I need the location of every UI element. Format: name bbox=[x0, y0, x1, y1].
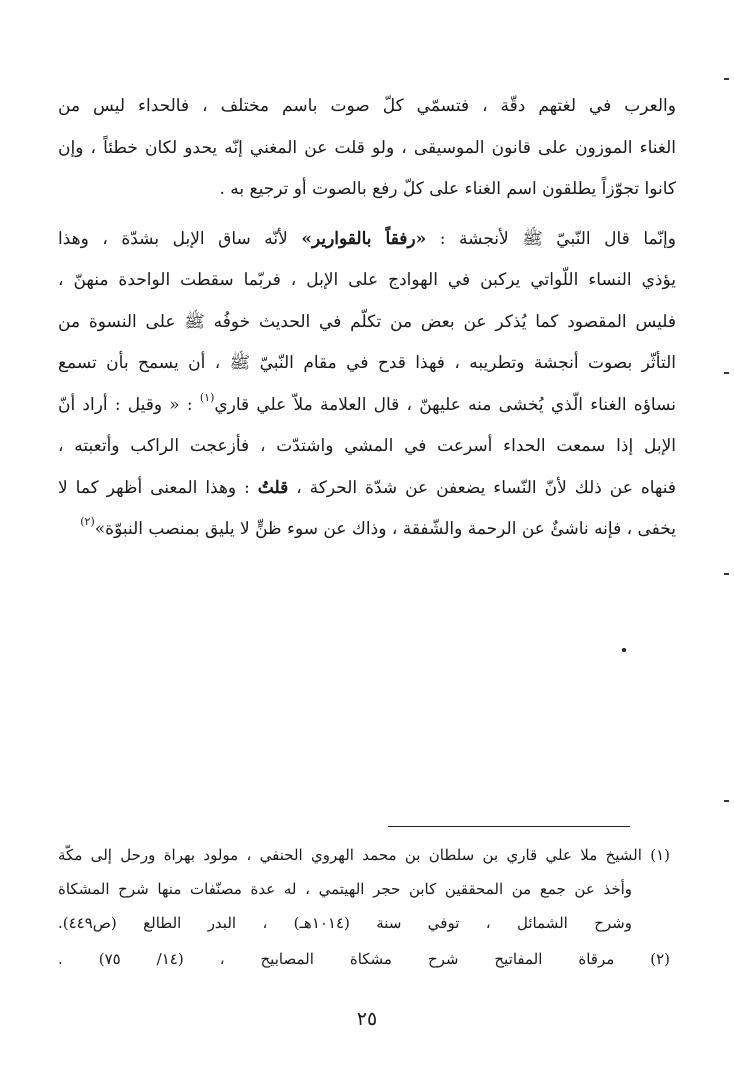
text-span: وإنّما قال النّبيّ ﷺ لأنجشة : bbox=[426, 228, 676, 249]
footnote-line: (١) الشيخ ملا علي قاري بن سلطان بن محمد الهروي الحنفي ، مولود بهراة ورحل إلى مكّة bbox=[58, 846, 670, 864]
footnote-separator bbox=[388, 826, 630, 827]
text-line: فليس المقصود كما يُذكر عن بعض من تكلّم في الحديث خوفُه ﷺ على النسوة من bbox=[58, 311, 676, 332]
text-line bbox=[58, 385, 676, 427]
page-number: ٢٥ bbox=[356, 1008, 378, 1030]
text-line: كانوا تجوّزاً يطلقون اسم الغناء على كلّ رفع بالصوت أو ترجيع به . bbox=[219, 179, 676, 199]
text-line bbox=[58, 219, 676, 261]
text-line: والعرب في لغتهم دقّة ، فتسمّي كلّ صوت باسم مختلف ، فالحداء ليس من bbox=[58, 96, 676, 116]
paragraph-1 bbox=[58, 86, 676, 211]
footnote-line: وأخذ عن جمع من المحققين كابن حجر الهيتمي ، له عدة مصنّفات منها شرح المشكاة bbox=[58, 880, 632, 898]
footnote-line: وشرح الشمائل ، توفي سنة (١٠١٤هـ) ، البدر الطالع (ص٤٤٩). bbox=[58, 914, 632, 932]
trailing-dot bbox=[622, 648, 626, 652]
scan-edge-mark bbox=[724, 573, 729, 575]
text-span: فنهاه عن ذلك لأنّ النّساء يضعفن عن شدّة الحركة ، bbox=[288, 477, 676, 498]
footnote-line: (٢) مرقاة المفاتيح شرح مشكاة المصابيح ، (١٤/ ٧٥) . bbox=[58, 950, 671, 968]
text-span: : « وقيل : أراد أنّ bbox=[58, 394, 200, 415]
text-line bbox=[58, 509, 676, 551]
author-note-label: قلتُ bbox=[257, 477, 289, 498]
text-line: يؤذي النساء اللّواتي يركبن في الهوادج على الإبل ، فربّما سقطت الواحدة منهنّ ، bbox=[58, 270, 676, 290]
footnote-ref-2[interactable]: (٢) bbox=[80, 515, 95, 528]
footnote-1 bbox=[58, 838, 670, 940]
scan-edge-mark bbox=[724, 78, 729, 80]
text-span: يخفى ، فإنه ناشئٌ عن الرحمة والشّفقة ، وذاك عن سوء ظنٍّ لا يليق بمنصب النبوّة» bbox=[94, 519, 676, 539]
text-line: الغناء الموزون على قانون الموسيقى ، ولو قلت عن المغني إنّه يحدو لكان خطئاً ، وإن bbox=[58, 137, 676, 158]
text-line: التأثّر بصوت أنجشة وتطريبه ، فهذا قدح في مقام النّبيّ ﷺ ، أن يسمح بأن تسمع bbox=[58, 353, 676, 373]
footnote-ref-1[interactable]: (١) bbox=[199, 390, 215, 404]
text-line bbox=[58, 468, 676, 510]
paragraph-2 bbox=[58, 219, 676, 551]
text-span: لأنّه ساق الإبل بشدّة ، وهذا bbox=[58, 228, 302, 249]
scan-edge-mark bbox=[724, 372, 729, 374]
hadith-quote: «رفقاً بالقوارير» bbox=[301, 228, 427, 249]
text-span: نساؤه الغناء الّذي يُخشى منه عليهنّ ، قال العلامة ملاّ علي قاري bbox=[214, 394, 676, 415]
text-line: الإبل إذا سمعت الحداء أسرعت في المشي واشتدّت ، فأزعجت الراكب وأتعبته ، bbox=[58, 436, 676, 456]
main-text bbox=[58, 86, 676, 551]
footnotes bbox=[58, 838, 670, 976]
text-span: : وهذا المعنى أظهر كما لا bbox=[58, 477, 258, 498]
scan-edge-mark bbox=[724, 800, 729, 802]
footnote-2 bbox=[58, 942, 670, 976]
